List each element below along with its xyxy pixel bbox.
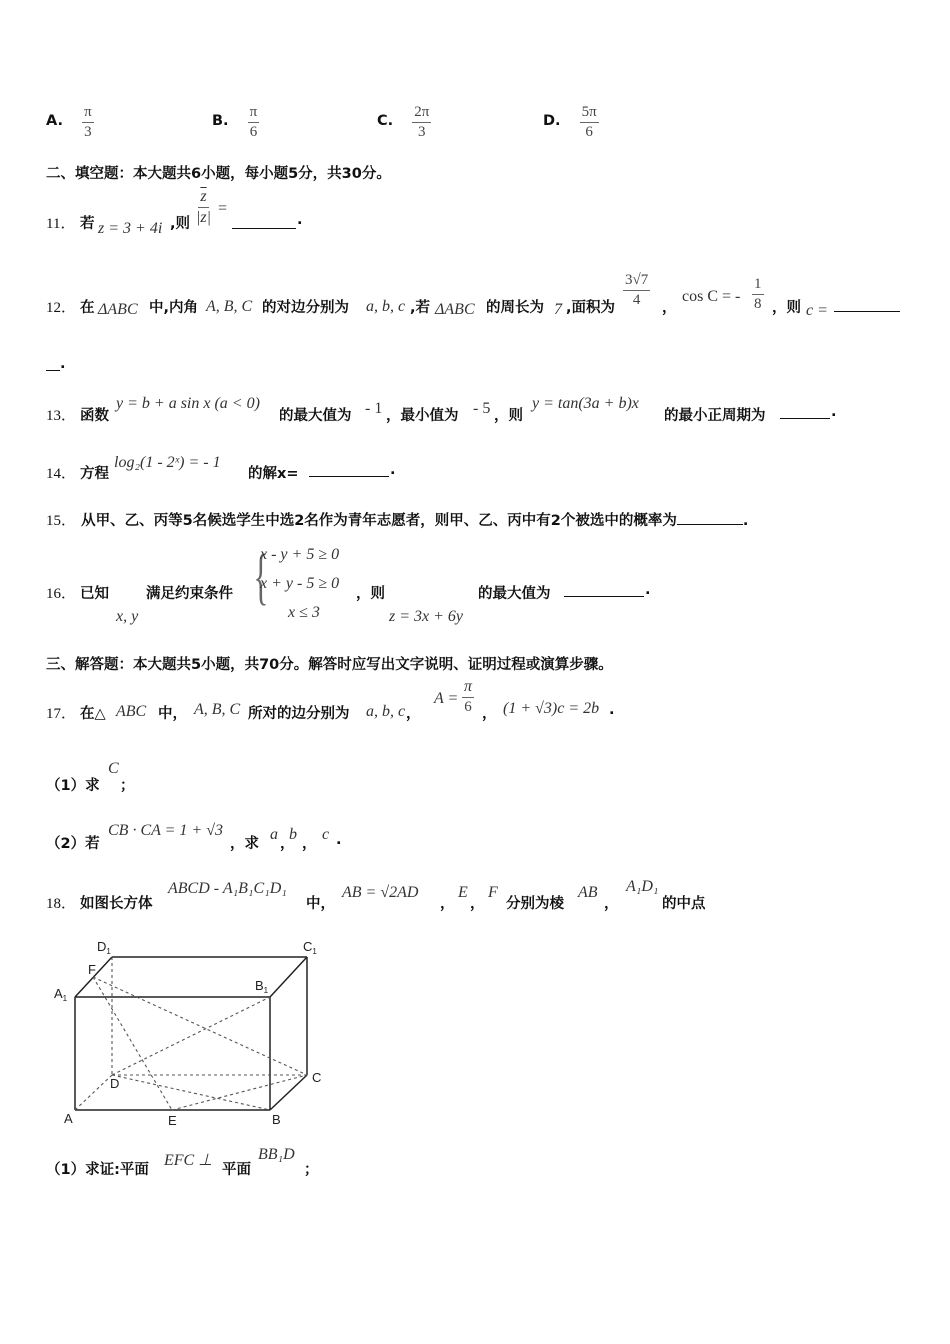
choice-a <box>46 104 94 142</box>
choice-letter: C. <box>377 113 394 130</box>
constraint: x + y - 5 ≥ 0 <box>260 575 340 592</box>
question-16: 16． 已知 x, y 满足约束条件 { x - y + 5 ≥ 0 x + y - 5 ≥ 0 x ≤ 3 ，则 z = 3x + 6y 的最大值为 . <box>46 543 651 625</box>
label-C1: $C_1$ <box>303 939 317 956</box>
question-number: 14． <box>46 466 77 482</box>
section-2-title: 二、填空题：本大题共6小题，每小题5分，共30分。 <box>46 166 391 182</box>
label-C: C <box>312 1070 322 1085</box>
question-number: 13． <box>46 408 77 424</box>
edge-AD <box>75 1075 112 1110</box>
brace: { <box>253 543 269 611</box>
constraint: x ≤ 3 <box>288 604 320 621</box>
question-number: 15． <box>46 513 77 529</box>
math-fraction: $\frac{1}{8}$ <box>754 276 762 313</box>
choice-b <box>212 104 259 142</box>
label-A1: $A_1$ <box>54 986 68 1003</box>
question-18: 18． 如图长方体 ABCD - A₁B₁C₁D₁ 中， AB = √2AD ， E ， F 分别为棱 AB ， A₁D₁ 的中点 <box>46 878 706 912</box>
question-number: 12． <box>46 300 77 316</box>
segment-DB1 <box>112 997 270 1075</box>
cuboid-figure <box>50 935 340 1135</box>
choice-fraction: $\frac{\pi}{6}$ <box>249 104 258 141</box>
constraint: x - y + 5 ≥ 0 <box>260 546 340 563</box>
choice-letter: D. <box>543 113 561 130</box>
answer-blank <box>834 299 900 312</box>
math-fraction: $\frac{\overline{z}}{|z|}$ <box>196 188 212 227</box>
label-E: E <box>168 1113 177 1128</box>
choice-letter: B. <box>212 113 229 130</box>
question-number: 16． <box>46 586 77 602</box>
choice-fraction: $\frac{5\pi}{6}$ <box>581 104 597 141</box>
label-F: F <box>88 962 96 977</box>
choice-letter: A. <box>46 113 63 130</box>
answer-blank <box>780 406 830 419</box>
math-expr: z = 3 + 4i <box>98 220 163 237</box>
answer-blank <box>232 216 296 229</box>
answer-blank <box>309 464 389 477</box>
question-12: 12． 在 ΔABC 中,内角 A, B, C 的对边分别为 a, b, c ,若 ΔABC 的周长为 7 ,面积为 $\frac{3√7}{4}$ ， cos C = - $\frac{1}{8}$ ，则 c = . <box>46 270 916 380</box>
answer-blank <box>677 512 743 525</box>
question-number: 11． <box>46 216 76 232</box>
choice-d <box>543 104 599 142</box>
answer-blank <box>564 584 644 597</box>
label-B: B <box>272 1112 281 1127</box>
label-A: A <box>64 1111 73 1126</box>
edge-C1B1 <box>270 957 307 997</box>
label-D1: $D_1$ <box>97 939 111 956</box>
choice-fraction: $\frac{\pi}{3}$ <box>84 104 92 141</box>
math-fraction: $\frac{3√7}{4}$ <box>625 272 649 309</box>
answer-blank <box>46 358 60 371</box>
label-B1: $B_1$ <box>255 978 269 995</box>
segment-EC <box>172 1075 307 1110</box>
choice-fraction: $\frac{2\pi}{3}$ <box>414 104 430 141</box>
question-17: 17． 在△ ABC 中， A, B, C 所对的边分别为 a, b, c ， A = $\frac{\pi}{6}$ ， (1 + √3)c = 2b . <box>46 678 615 722</box>
choice-c <box>377 104 431 142</box>
question-number: 17． <box>46 706 77 722</box>
section-3-title: 三、解答题：本大题共5小题，共70分。解答时应写出文字说明、证明过程或演算步骤。 <box>46 657 613 673</box>
math-fraction: $\frac{\pi}{6}$ <box>464 678 473 716</box>
question-number: 18． <box>46 896 77 912</box>
question-15: 15． 从甲、乙、丙等5名候选学生中选2名作为青年志愿者，则甲、乙、丙中有2个被选中的概率为 . <box>46 513 749 529</box>
label-D: D <box>110 1076 120 1091</box>
